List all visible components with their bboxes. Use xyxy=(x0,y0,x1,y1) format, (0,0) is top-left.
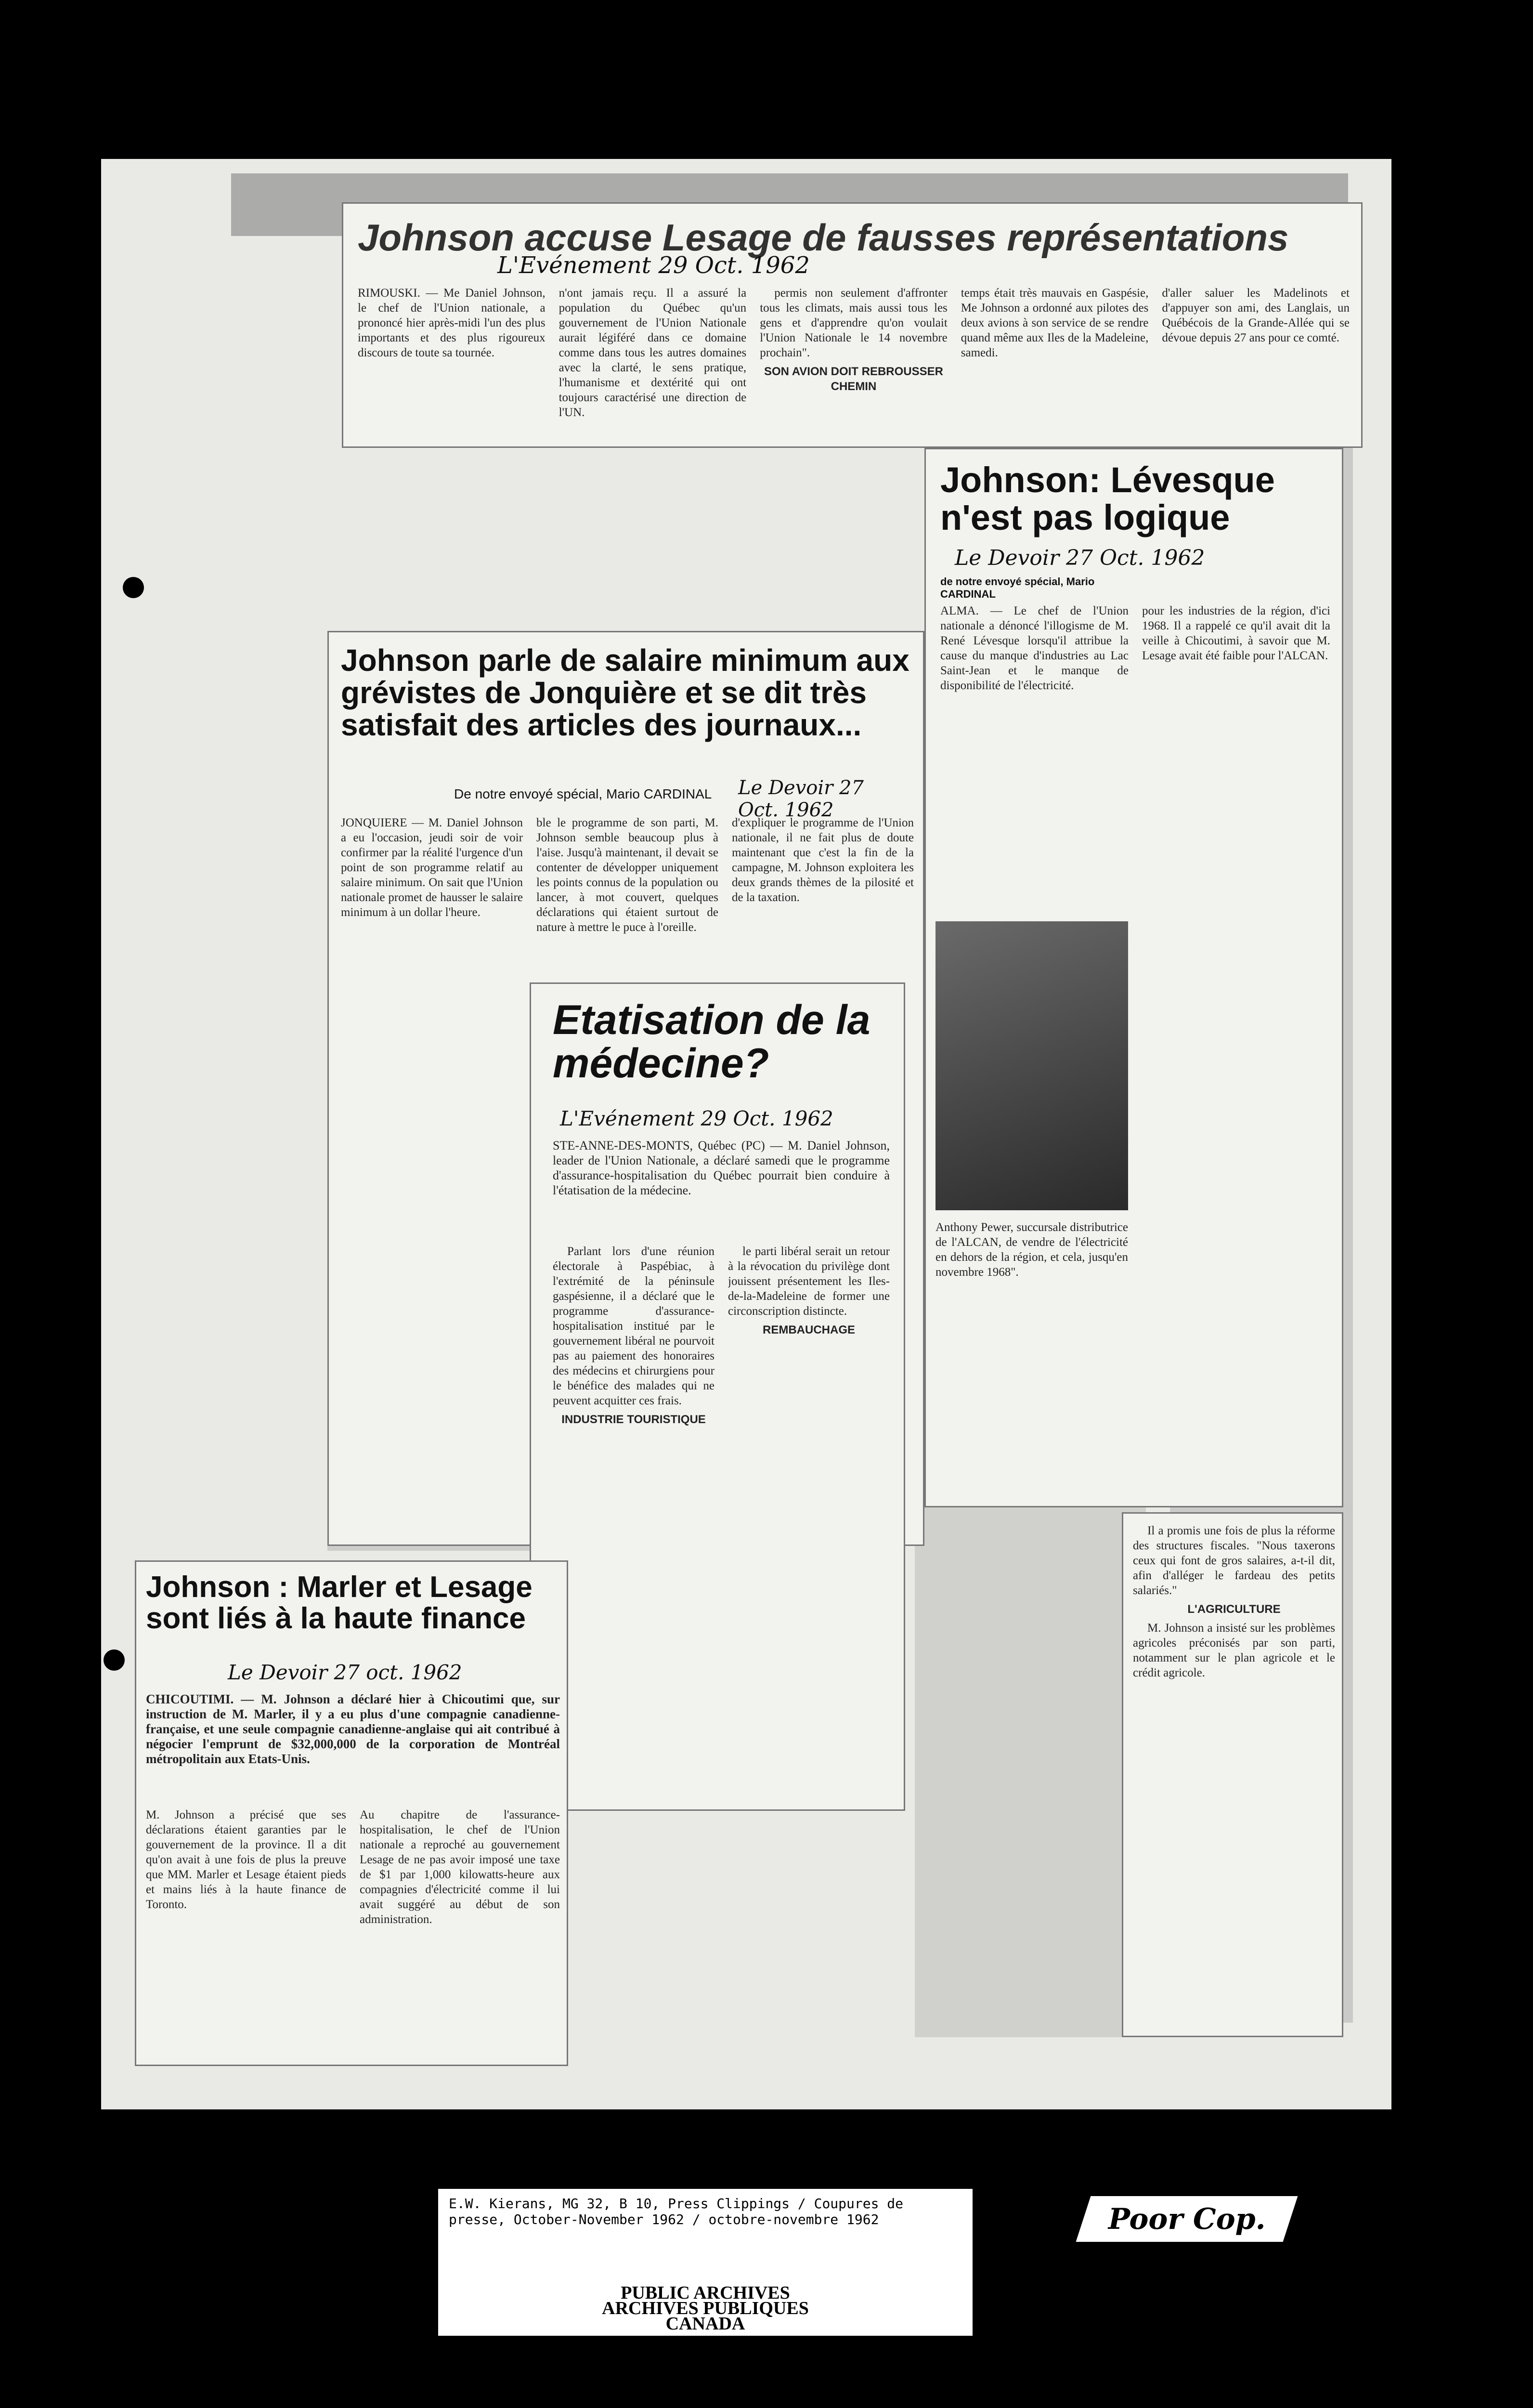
stamp-text: Poor Cop. xyxy=(1108,2202,1266,2236)
article-column: JONQUIERE — M. Daniel Johnson a eu l'occasion, jeudi soir de voir confirmer par la réalité l'urgence d'un point de son programme relatif au salaire minimum. On sait que l'Union nationale promet de hausser le salaire minimum à un dollar l'heure. xyxy=(341,816,523,919)
article-column: d'aller saluer les Madelinots et d'appuyer son ami, des Langlais, un Québécois de la Grande-Allée qui se dévoue depuis 27 ans pour ce comté. xyxy=(1162,287,1350,344)
article-column: d'expliquer le programme de l'Union nationale, il ne fait plus de doute maintenant que c'est la fin de la campagne, M. Johnson exploitera les deux grands thèmes de la pilosité et de la taxation. xyxy=(732,816,914,904)
handwritten-source-note: L'Evénement 29 Oct. 1962 xyxy=(560,1107,833,1130)
photo-caption: Anthony Pewer, succursale distributrice de l'ALCAN, de vendre de l'électricité en dehors de la région, et cela, jusqu'en novembre 1968". xyxy=(935,1221,1128,1279)
tape-strip xyxy=(915,1493,1146,2037)
article-text: M. Johnson a insisté sur les problèmes agricoles préconisés par son parti, notamment sur le plan agricole et le crédit agricole. xyxy=(1133,1622,1335,1679)
article-column: pour les industries de la région, d'ici 1968. Il a rappelé ce qu'il avait dit la veille à Chicoutimi, à savoir que M. Lesage avait été faible pour l'ALCAN. xyxy=(1142,604,1330,662)
clipping-marler-lesage-haute-finance xyxy=(135,1560,568,2066)
punch-hole xyxy=(123,577,144,598)
article-subheading: INDUSTRIE TOURISTIQUE xyxy=(561,1413,706,1426)
poor-copy-stamp xyxy=(1076,2196,1298,2242)
clipping-headline: Johnson: Lévesque n'est pas logique xyxy=(940,460,1275,537)
article-text: permis non seulement d'affronter tous les climats, mais aussi tous les gens et d'apprendre qu'on voulait l'Union Nationale le 14 novembre prochain". xyxy=(760,287,948,359)
clipping-headline: Etatisation de la médecine? xyxy=(553,997,870,1087)
article-text: Parlant lors d'une réunion électorale à Paspébiac, à l'extrémité de la péninsule gaspésienne, il a déclaré que le programme d'assurance-hospitalisation institué par le gouvernement libéral ne pourvoit pas au paiement des honoraires des médecins et chirurgiens pour le bénéfice des malades qui ne peuvent acquitter ces frais. xyxy=(553,1245,715,1407)
clipping-johnson-accuse-lesage xyxy=(342,202,1363,448)
article-text: le parti libéral serait un retour à la révocation du privilège dont jouissent présentement les Iles-de-la-Madeleine de former une circonscription distincte. xyxy=(728,1245,890,1318)
article-subheading: REMBAUCHAGE xyxy=(763,1323,855,1336)
handwritten-source-note: Le Devoir 27 Oct. 1962 xyxy=(738,777,864,821)
article-column xyxy=(760,286,948,445)
article-subheading: SON AVION DOIT REBROUSSER CHEMIN xyxy=(764,365,943,393)
archive-line-2: ARCHIVES PUBLIQUES xyxy=(602,2298,809,2318)
archive-reference: E.W. Kierans, MG 32, B 10, Press Clippings / Coupures de presse, October-November 1962 / octobre-novembre 1962 xyxy=(449,2196,904,2227)
archive-label xyxy=(438,2189,973,2336)
clipping-headline: Johnson parle de salaire minimum aux grévistes de Jonquière et se dit très satisfait des articles des journaux... xyxy=(341,643,909,743)
portrait-photo xyxy=(935,921,1128,1210)
archive-institution xyxy=(438,2283,973,2334)
article-dateline: STE-ANNE-DES-MONTS, Québec (PC) — M. Daniel Johnson, leader de l'Union Nationale, a déclaré samedi que le programme d'assurance-hospitalisation du Québec pourrait bien conduire à l'étatisation de la médecine. xyxy=(553,1139,890,1197)
clipping-headline: Johnson accuse Lesage de fausses représentations xyxy=(358,216,1289,259)
clipping-headline: Johnson : Marler et Lesage sont liés à la haute finance xyxy=(146,1570,533,1636)
article-column: ALMA. — Le chef de l'Union nationale a dénoncé l'illogisme de M. René Lévesque lorsqu'il attribue la cause du manque d'industries au Lac Saint-Jean et le manque de disponibilité de l'électricité. xyxy=(940,604,1129,692)
article-column: ble le programme de son parti, M. Johnson semble beaucoup plus à l'aise. Jusqu'à maintenant, il devait se contenter de développer uniquement les points connus de la population ou lancer, à mot couvert, quelques déclarations qui étaient surtout de nature à mettre le puce à l'oreille. xyxy=(536,816,718,934)
article-column: M. Johnson a précisé que ses déclarations étaient garanties par le gouvernement de la province. Il a dit qu'on avait à une fois de plus la preuve que MM. Marler et Lesage étaient pieds et mains liés à la haute finance de Toronto. xyxy=(146,1808,346,1911)
article-column: temps était très mauvais en Gaspésie, Me Johnson a ordonné aux pilotes des deux avions à son service de se rendre quand même aux Iles de la Madeleine, samedi. xyxy=(961,287,1149,359)
handwritten-source-note: Le Devoir 27 Oct. 1962 xyxy=(955,546,1205,570)
byline: De notre envoyé spécial, Mario CARDINAL xyxy=(454,786,712,801)
byline: de notre envoyé spécial, Mario CARDINAL xyxy=(940,576,1095,600)
article-lead: CHICOUTIMI. — M. Johnson a déclaré hier à Chicoutimi que, sur instruction de M. Marler, il y a eu plus d'une compagnie canadienne-française, et une seule compagnie canadienne-anglaise qui ait contribué à négocier l'emprunt de $32,000,000 de la corporation de Montréal métropolitain aux Etats-Unis. xyxy=(146,1692,560,1766)
article-column: n'ont jamais reçu. Il a assuré la population du Québec qu'un gouvernement de l'Union Nationale aurait légiféré dans ce domaine comme dans tous les autres domaines avec la clarté, le sens pratique, l'humanisme et dextérité qui ont toujours caractérisé une direction de l'UN. xyxy=(559,287,747,419)
clipping-etatisation-medecine xyxy=(530,982,905,1811)
archive-line-1: PUBLIC ARCHIVES xyxy=(621,2283,790,2303)
article-column xyxy=(728,1244,890,1798)
clipping-levesque-pas-logique xyxy=(924,448,1343,1507)
article-column xyxy=(1133,1523,1335,2029)
article-subheading: L'AGRICULTURE xyxy=(1187,1603,1281,1616)
article-text: Il a promis une fois de plus la réforme des structures fiscales. "Nous taxerons ceux qui font de gros salaires, a-t-il dit, afin d'alléger le fardeau des petits salariés." xyxy=(1133,1524,1335,1597)
handwritten-source-note: L'Evénement 29 Oct. 1962 xyxy=(497,252,810,279)
article-column: RIMOUSKI. — Me Daniel Johnson, le chef de l'Union nationale, a prononcé hier après-midi l'un des plus importants et des plus rigoureux discours de toute sa tournée. xyxy=(358,287,546,359)
clipping-continuation-column xyxy=(1122,1512,1343,2037)
article-column xyxy=(553,1244,715,1798)
punch-hole xyxy=(104,1649,125,1671)
handwritten-source-note: Le Devoir 27 oct. 1962 xyxy=(228,1661,462,1684)
article-column: Au chapitre de l'assurance-hospitalisation, le chef de l'Union nationale a reproché au gouvernement Lesage de ne pas avoir imposé une taxe de $1 par 1,000 kilowatts-heure aux compagnies d'électricité comme il lui avait suggéré au début de son administration. xyxy=(360,1808,560,1926)
archive-line-3: CANADA xyxy=(665,2314,745,2334)
